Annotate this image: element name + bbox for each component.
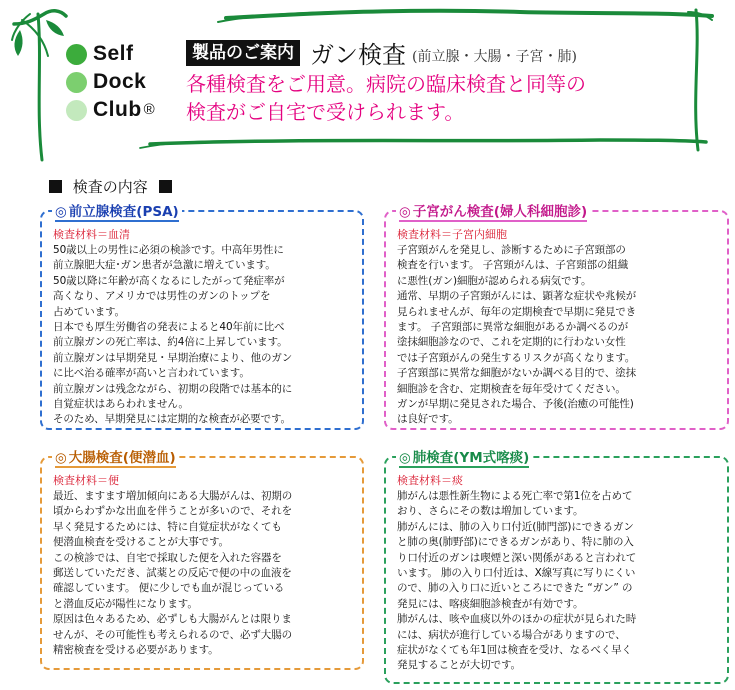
body-line: 発見には、喀痰細胞診検査が有効です。 bbox=[397, 597, 584, 610]
uterine-test-title bbox=[396, 203, 590, 221]
body-line: 子宮頸がんを発見し、診断するために子宮頸部の bbox=[397, 244, 626, 256]
body-line: り口付近のガンは喫煙と深い関係があると言われて bbox=[397, 551, 637, 564]
body-line: 前立腺肥大症･ガン患者が急激に増えています。 bbox=[53, 259, 276, 272]
body-line: 検査を行います。 子宮頸がんは、子宮頸部の組織 bbox=[397, 259, 629, 272]
body-line: 原因は色々あるため、必ずしも大腸がんとは限りま bbox=[53, 613, 292, 626]
body-line: には、病状が進行している場合がありますので、 bbox=[397, 628, 626, 641]
body-line: 最近、ますます増加傾向にある大腸がんは、初期の bbox=[53, 490, 293, 502]
title-underline bbox=[399, 450, 529, 468]
uterine-test-box bbox=[384, 204, 729, 430]
body-line: 前立腺ガンは残念ながら、初期の段階では基本的に bbox=[53, 382, 293, 395]
body-line: そのため、早期発見には定期的な検査が必要です。 bbox=[53, 413, 291, 426]
title-underline bbox=[399, 204, 587, 222]
body-line: 子宮頸部に異常な細胞がないか調べる目的で、塗抹 bbox=[397, 367, 636, 380]
title-underline bbox=[55, 204, 179, 222]
body-line: 発見することが大切です。 bbox=[397, 659, 521, 672]
body-line: 肺がんは悪性新生物による死亡率で第1位を占めて bbox=[397, 490, 633, 502]
body-line: と潜血反応が陽性になります。 bbox=[53, 597, 198, 610]
lung-title-text: 肺検査(YM式喀痰) bbox=[412, 450, 530, 466]
prostate-test-title bbox=[52, 203, 182, 221]
logo-dot-mid bbox=[66, 72, 87, 93]
colon-body bbox=[53, 489, 292, 658]
lung-material: 検査材料＝痰 bbox=[397, 474, 463, 487]
body-line: 細胞診を含む、定期検査を毎年受けてください。 bbox=[397, 382, 626, 395]
uterine-body bbox=[397, 243, 636, 428]
title-underline bbox=[55, 450, 176, 468]
logo-row-self bbox=[66, 40, 155, 68]
body-line: せんが、その可能性も考えられるので、必ず大腸の bbox=[53, 628, 292, 641]
body-line: ので、肺の入り口に近いところにできた “ガン” の bbox=[397, 582, 633, 595]
section-heading-text: 検査の内容 bbox=[72, 178, 148, 196]
double-circle-icon: ◎ bbox=[55, 450, 67, 466]
lead-line-1: 各種検査をご用意。病院の臨床検査と同等の bbox=[186, 72, 586, 96]
body-line: 精密検査を受ける必要があります。 bbox=[53, 644, 219, 657]
body-line: 高くなり、アメリカでは男性のガンのトップを bbox=[53, 290, 271, 303]
lung-body bbox=[397, 489, 636, 674]
prostate-test-box bbox=[40, 204, 364, 430]
body-line: では子宮頸がんの発生するリスクが高くなります。 bbox=[397, 351, 636, 364]
product-guide-tag: 製品のご案内 bbox=[186, 40, 300, 66]
logo-dot-dark bbox=[66, 44, 87, 65]
section-heading bbox=[49, 176, 172, 197]
body-line: 50歳以降に年齢が高くなるにしたがって発症率が bbox=[53, 274, 285, 287]
logo-text-club bbox=[93, 98, 155, 122]
brand-logo bbox=[66, 40, 155, 124]
body-line: 見られませんが、毎年の定期検査で早期に発見でき bbox=[397, 305, 637, 318]
colon-test-title bbox=[52, 449, 179, 467]
page-title: ガン検査 bbox=[310, 41, 406, 69]
body-line: 占めています。 bbox=[53, 305, 125, 318]
logo-dot-light bbox=[66, 100, 87, 121]
body-line: 確認しています。 便に少しでも血が混じっている bbox=[53, 582, 285, 595]
body-line: に悪性(ガン)細胞が認められる病気です。 bbox=[397, 274, 592, 287]
logo-row-club bbox=[66, 96, 155, 124]
body-line: 通常、早期の子宮頸がんには、顕著な症状や兆候が bbox=[397, 290, 637, 303]
page-subtitle: (前立腺・大腸・子宮・肺) bbox=[412, 48, 577, 65]
prostate-material: 検査材料＝血清 bbox=[53, 228, 130, 241]
body-line: 郵送していただき、試薬との反応で便の中の血液を bbox=[53, 567, 292, 580]
body-line: 症状がなくても年1回は検査を受け、なるべく早く bbox=[397, 644, 632, 657]
body-line: 前立腺ガンは早期発見・早期治療により、他のガン bbox=[53, 351, 293, 364]
body-line: 頃からわずかな出血を伴うことが多いので、それを bbox=[53, 505, 292, 518]
body-line: 前立腺ガンの死亡率は、約4倍に上昇しています。 bbox=[53, 336, 288, 349]
colon-material: 検査材料＝便 bbox=[53, 474, 119, 487]
body-line: 50歳以上の男性に必須の検診です。中高年男性に bbox=[53, 244, 284, 256]
uterine-material: 検査材料＝子宮内細胞 bbox=[397, 228, 507, 241]
body-line: ガンが早期に発見された場合、予後(治癒の可能性) bbox=[397, 398, 634, 411]
registered-mark: ® bbox=[143, 101, 156, 118]
colon-test-box bbox=[40, 450, 364, 670]
logo-text-self: Self bbox=[93, 42, 134, 65]
body-line: 便潜血検査を受けることが大事です。 bbox=[53, 536, 229, 549]
double-circle-icon: ◎ bbox=[55, 204, 67, 220]
body-line: 肺がんは、咳や血痰以外のほかの症状が見られた時 bbox=[397, 613, 637, 626]
lung-test-title bbox=[396, 449, 532, 467]
body-line: は良好です。 bbox=[397, 413, 459, 426]
body-line: おり、さらにその数は増加しています。 bbox=[397, 505, 584, 518]
body-line: この検診では、自宅で採取した便を入れた容器を bbox=[53, 551, 282, 564]
prostate-body bbox=[53, 243, 292, 428]
prostate-title-text: 前立腺検査(PSA) bbox=[68, 204, 179, 220]
lung-test-box bbox=[384, 450, 729, 684]
body-line: 自覚症状はあらわれません。 bbox=[53, 398, 189, 411]
colon-title-text: 大腸検査(便潜血) bbox=[68, 450, 176, 466]
body-line: 早く発見するためには、特に自覚症状がなくても bbox=[53, 520, 282, 533]
body-line: 日本でも厚生労働省の発表によると40年前に比べ bbox=[53, 321, 285, 334]
double-circle-icon: ◎ bbox=[399, 450, 411, 466]
uterine-title-text: 子宮がん検査(婦人科細胞診) bbox=[412, 204, 588, 220]
body-line: 肺がんには、肺の入り口付近(肺門部)にできるガン bbox=[397, 520, 634, 533]
logo-text-club-word: Club bbox=[93, 98, 142, 121]
page-title-row bbox=[186, 35, 577, 70]
square-bullet-icon bbox=[49, 180, 62, 193]
body-line: 塗抹細胞診なので、これを定期的に行わない女性 bbox=[397, 336, 626, 349]
body-line: います。 肺の入り口付近は、X線写真に写りにくい bbox=[397, 567, 636, 580]
square-bullet-icon bbox=[159, 180, 172, 193]
lead-text bbox=[186, 70, 686, 126]
body-line: ます。 子宮頸部に異常な細胞があるか調べるのが bbox=[397, 321, 629, 334]
double-circle-icon: ◎ bbox=[399, 204, 411, 220]
logo-row-dock bbox=[66, 68, 155, 96]
body-line: に比べ治る確率が高いと言われています。 bbox=[53, 367, 250, 380]
lead-line-2: 検査がご自宅で受けられます。 bbox=[186, 100, 465, 124]
body-line: と肺の奥(肺野部)にできるガンがあり、特に肺の入 bbox=[397, 536, 634, 549]
logo-text-dock: Dock bbox=[93, 70, 147, 93]
